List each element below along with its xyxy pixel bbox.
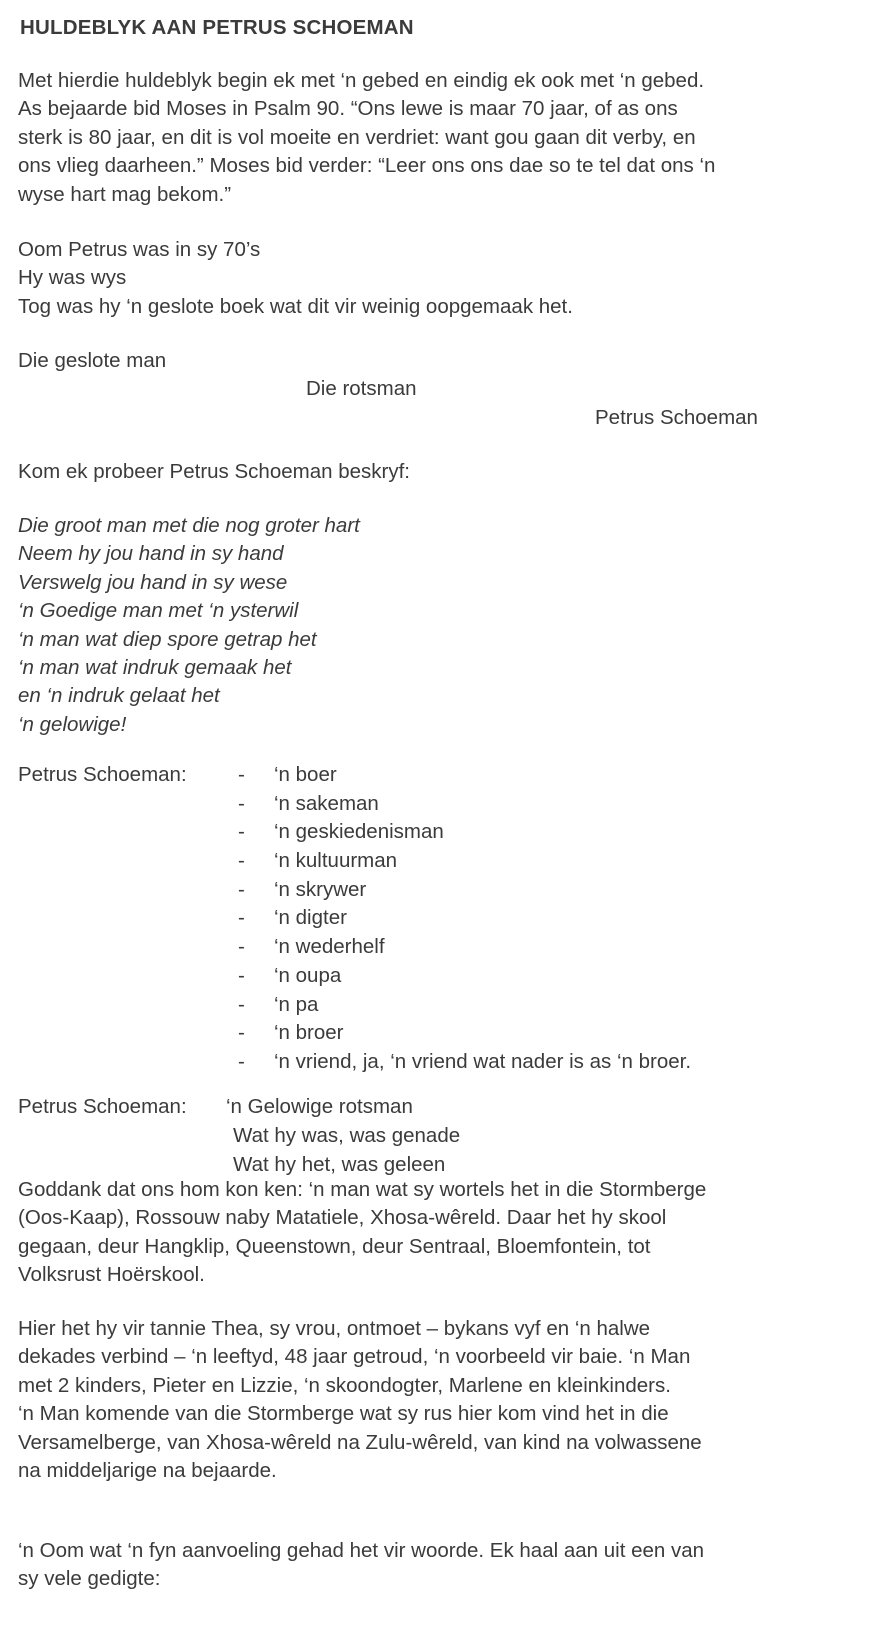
role-text: ‘n wederhelf — [274, 935, 385, 959]
intro-line: As bejaarde bid Moses in Psalm 90. “Ons lewe is maar 70 jaar, of as ons — [18, 97, 678, 121]
roles-label: Petrus Schoeman: — [18, 763, 187, 786]
thea-line: Versamelberge, van Xhosa-wêreld na Zulu-wêreld, van kind na volwassene — [18, 1430, 702, 1454]
intro-line: wyse hart mag bekom.” — [18, 182, 232, 206]
dash-bullet: - — [238, 849, 245, 873]
list-item — [238, 876, 691, 905]
list-item — [238, 818, 691, 847]
goddank-paragraph — [18, 1176, 863, 1290]
role-text: ‘n vriend, ja, ‘n vriend wat nader is as ‘n broer. — [274, 1049, 692, 1073]
tribute-first: ‘n Gelowige rotsman — [226, 1095, 413, 1118]
list-item — [238, 1048, 691, 1077]
intro-paragraph — [18, 67, 863, 209]
thea-line: dekades verbind – ‘n leeftyd, 48 jaar getroud, ‘n voorbeeld vir baie. ‘n Man — [18, 1345, 691, 1369]
list-item — [238, 1019, 691, 1048]
thea-line: na middeljarige na bejaarde. — [18, 1459, 277, 1483]
dash-bullet: - — [238, 1021, 245, 1045]
thea-line: met 2 kinders, Pieter en Lizzie, ‘n skoondogter, Marlene en kleinkinders. — [18, 1373, 671, 1397]
poem-line: ‘n man wat indruk gemaak het — [18, 656, 292, 680]
oom-line: Hy was wys — [18, 266, 127, 290]
name-rotsman: Die rotsman — [306, 377, 417, 400]
role-text: ‘n skrywer — [274, 877, 367, 901]
poem-line: Neem hy jou hand in sy hand — [18, 542, 284, 566]
list-item — [238, 933, 691, 962]
role-text: ‘n geskiedenisman — [274, 820, 444, 844]
role-text: ‘n pa — [274, 992, 319, 1016]
dash-bullet: - — [238, 906, 245, 930]
dash-bullet: - — [238, 763, 245, 786]
thea-line: ‘n Man komende van die Stormberge wat sy rus hier kom vind het in die — [18, 1402, 669, 1426]
poem-line: Verswelg jou hand in sy wese — [18, 570, 288, 594]
roles-list — [238, 761, 691, 1077]
closing-line: ‘n Oom wat ‘n fyn aanvoeling gehad het vir woorde. Ek haal aan uit een van — [18, 1539, 705, 1562]
closing-paragraph — [18, 1537, 863, 1594]
list-item — [238, 904, 691, 933]
intro-line: ons vlieg daarheen.” Moses bid verder: “Leer ons ons dae so te tel dat ons ‘n — [18, 154, 716, 178]
oom-line: Oom Petrus was in sy 70’s — [18, 238, 261, 261]
intro-line: sterk is 80 jaar, en dit is vol moeite en verdriet: want gou gaan dit verby, en — [18, 125, 696, 149]
dash-bullet: - — [238, 791, 245, 815]
list-item — [238, 962, 691, 991]
role-text: ‘n oupa — [274, 963, 342, 987]
closing-line: sy vele gedigte: — [18, 1567, 161, 1591]
name-petrus-schoeman: Petrus Schoeman — [595, 406, 758, 429]
dash-bullet: - — [238, 820, 245, 844]
name-geslote-man: Die geslote man — [18, 349, 167, 372]
goddank-line: Goddank dat ons hom kon ken: ‘n man wat sy wortels het in die Stormberge — [18, 1178, 707, 1201]
describe-line: Kom ek probeer Petrus Schoeman beskryf: — [18, 460, 410, 483]
role-text: ‘n boer — [274, 763, 337, 786]
poem-line: en ‘n indruk gelaat het — [18, 684, 220, 708]
document-title: HULDEBLYK AAN PETRUS SCHOEMAN — [20, 16, 414, 39]
list-item — [238, 761, 691, 790]
dash-bullet: - — [238, 992, 245, 1016]
dash-bullet: - — [238, 877, 245, 901]
role-text: ‘n sakeman — [274, 791, 379, 815]
list-item — [238, 847, 691, 876]
tribute-line: Wat hy was, was genade — [233, 1124, 461, 1147]
thea-paragraph — [18, 1315, 863, 1485]
dash-bullet: - — [238, 963, 245, 987]
poem-line: ‘n man wat diep spore getrap het — [18, 627, 317, 651]
list-item — [238, 991, 691, 1020]
dash-bullet: - — [238, 1049, 245, 1073]
goddank-line: Volksrust Hoërskool. — [18, 1263, 205, 1287]
poem-line: ‘n Goedige man met ‘n ysterwil — [18, 599, 299, 623]
goddank-line: gegaan, deur Hangklip, Queenstown, deur Sentraal, Bloemfontein, tot — [18, 1234, 651, 1258]
intro-line: Met hierdie huldeblyk begin ek met ‘n gebed en eindig ek ook met ‘n gebed. — [18, 69, 705, 92]
dash-bullet: - — [238, 935, 245, 959]
oom-line: Tog was hy ‘n geslote boek wat dit vir weinig oopgemaak het. — [18, 294, 573, 318]
tribute-label: Petrus Schoeman: — [18, 1095, 187, 1118]
poem-line: Die groot man met die nog groter hart — [18, 514, 360, 537]
goddank-line: (Oos-Kaap), Rossouw naby Matatiele, Xhosa-wêreld. Daar het hy skool — [18, 1206, 667, 1230]
role-text: ‘n broer — [274, 1021, 344, 1045]
tribute-lines — [233, 1121, 460, 1179]
oom-paragraph — [18, 236, 863, 321]
tribute-line: Wat hy het, was geleen — [233, 1153, 446, 1176]
poem-line: ‘n gelowige! — [18, 712, 127, 736]
role-text: ‘n digter — [274, 906, 347, 930]
role-text: ‘n kultuurman — [274, 849, 398, 873]
thea-line: Hier het hy vir tannie Thea, sy vrou, ontmoet – bykans vyf en ‘n halwe — [18, 1317, 651, 1340]
poem-stanza — [18, 512, 863, 739]
list-item — [238, 790, 691, 819]
